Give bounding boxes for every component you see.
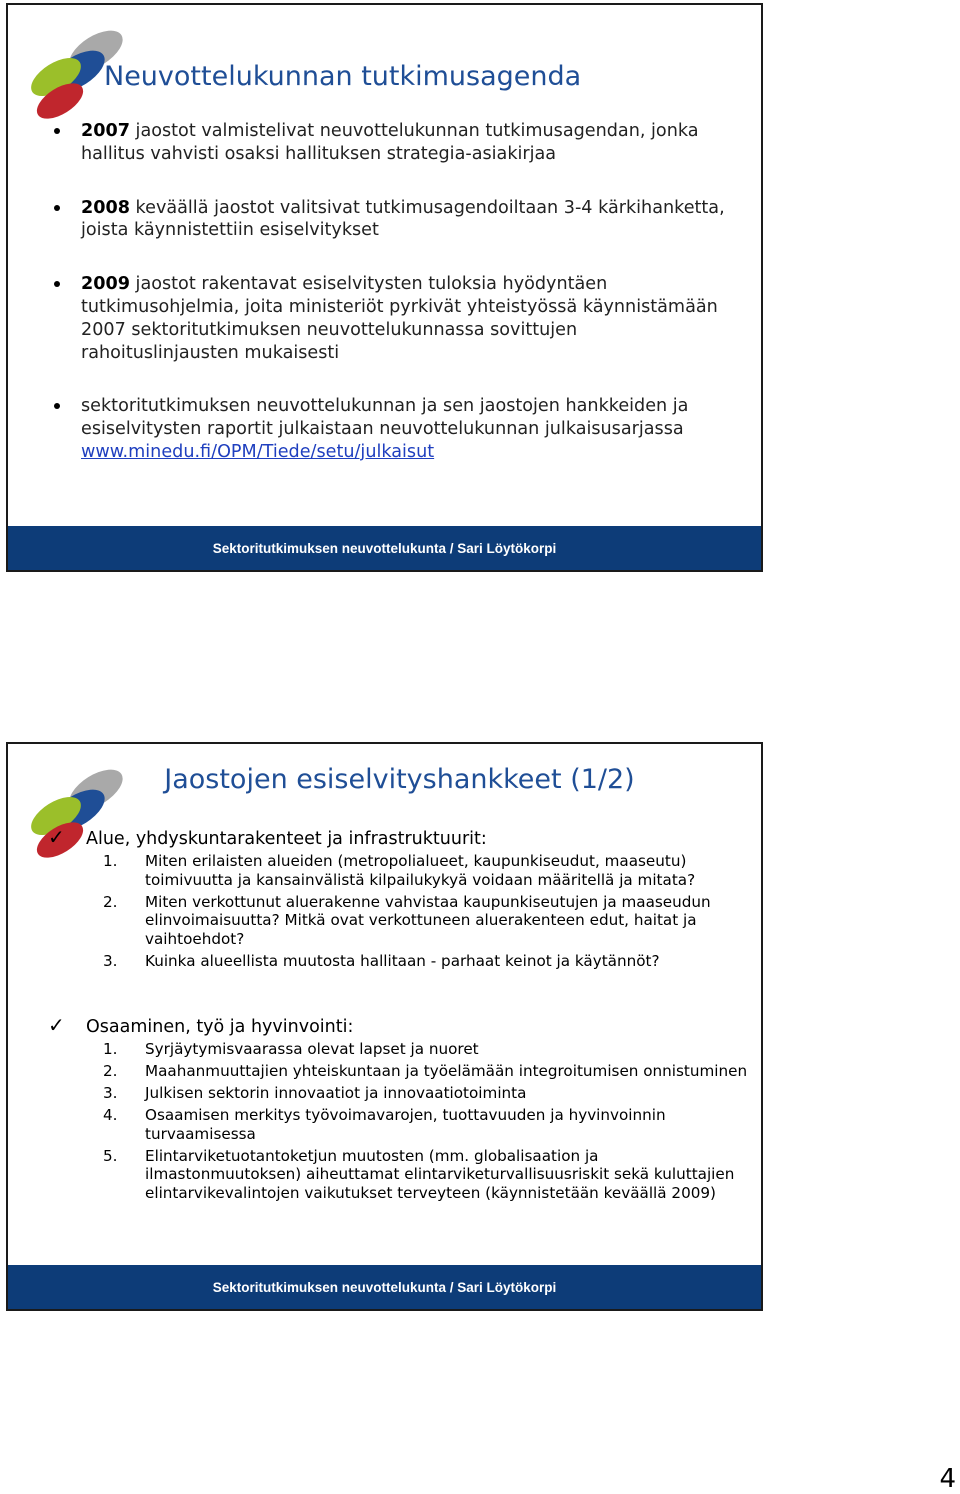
- bullet-year: 2007: [81, 121, 130, 141]
- item-text: Syrjäytymisvaarassa olevat lapset ja nuoret: [145, 1040, 479, 1058]
- slide-title: Jaostojen esiselvityshankkeet (1/2): [164, 764, 635, 795]
- bullet-text: jaostot valmistelivat neuvottelukunnan tutkimusagendan, jonka hallitus vahvisti osaksi hallituksen strategia-asiakirjaa: [81, 121, 699, 164]
- bullet-text: keväällä jaostot valitsivat tutkimusagendoiltaan 3-4 kärkihanketta, joista käynnistettiin esiselvitykset: [81, 197, 725, 241]
- item-number: 2.: [103, 892, 118, 911]
- section-heading: [48, 1013, 748, 1038]
- slide-footer: Sektoritutkimuksen neuvottelukunta / Sari Löytökorpi: [8, 1265, 761, 1309]
- list-item: [48, 1147, 748, 1203]
- item-text: Osaamisen merkitys työvoimavarojen, tuottavuuden ja hyvinvoinnin turvaamisessa: [145, 1106, 666, 1143]
- slide-research-agenda: [6, 3, 763, 572]
- section-heading-text: Alue, yhdyskuntarakenteet ja infrastruktuurit:: [86, 829, 487, 849]
- checkmark-icon: ✓: [48, 1013, 65, 1037]
- item-number: 1.: [103, 1040, 118, 1058]
- item-text: Miten verkottunut aluerakenne vahvistaa kaupunkiseutujen ja maaseudun elinvoimaisuutta? Mitkä ovat verkottuneen aluerakenteen edut, haitat ja vaihtoehdot?: [145, 892, 711, 948]
- item-text: Kuinka alueellista muutosta hallitaan - parhaat keinot ja käytännöt?: [145, 951, 660, 970]
- item-text: Julkisen sektorin innovaatiot ja innovaatiotoiminta: [145, 1084, 527, 1102]
- item-number: 1.: [103, 852, 118, 870]
- list-item: [48, 952, 748, 971]
- bullet-2009: [54, 273, 734, 364]
- list-item: [48, 1106, 748, 1143]
- section-competence: [48, 1013, 748, 1206]
- bullet-year: 2009: [81, 274, 130, 295]
- list-item: [48, 852, 748, 889]
- item-text: Maahanmuuttajien yhteiskuntaan ja työelämään integroitumisen onnistuminen: [145, 1062, 748, 1080]
- list-item: [48, 1040, 748, 1059]
- checkmark-icon: ✓: [48, 825, 65, 849]
- agenda-bullet-list: [54, 120, 734, 464]
- section-heading-text: Osaaminen, työ ja hyvinvointi:: [86, 1017, 354, 1037]
- list-item: [48, 1062, 748, 1081]
- bullet-text: sektoritutkimuksen neuvottelukunnan ja sen jaostojen hankkeiden ja esiselvitysten raportit julkaistaan neuvottelukunnan julkaisusarjassa: [81, 396, 689, 440]
- section-heading: [48, 825, 748, 850]
- bullet-dot-icon: [54, 403, 60, 409]
- numbered-list: [48, 852, 748, 970]
- slide-title: Neuvottelukunnan tutkimusagenda: [104, 61, 582, 92]
- numbered-list: [48, 1040, 748, 1202]
- bullet-dot-icon: [54, 128, 60, 134]
- bullet-dot-icon: [54, 205, 60, 211]
- item-number: 3.: [103, 1084, 118, 1102]
- list-item: [48, 1084, 748, 1103]
- item-number: 3.: [103, 951, 118, 970]
- bullet-year: 2008: [81, 197, 130, 218]
- publications-link[interactable]: www.minedu.fi/OPM/Tiede/setu/julkaisut: [81, 441, 435, 462]
- item-number: 5.: [103, 1146, 118, 1165]
- page-number: 4: [939, 1464, 956, 1494]
- bullet-dot-icon: [54, 281, 60, 287]
- bullet-publications: [54, 395, 734, 463]
- bullet-2007: [54, 120, 734, 166]
- slide-preliminary-studies: [6, 742, 763, 1311]
- slide-footer: Sektoritutkimuksen neuvottelukunta / Sari Löytökorpi: [8, 526, 761, 570]
- item-text: Elintarviketuotantoketjun muutosten (mm. globalisaation ja ilmastonmuutoksen) aiheuttamat elintarviketurvallisuusriskit sekä kuluttajien elintarvikevalintojen vaikutukset terveyteen (käynnistetään keväällä 2009): [145, 1146, 735, 1202]
- bullet-text: jaostot rakentavat esiselvitysten tuloksia hyödyntäen tutkimusohjelmia, joita ministeriöt pyrkivät yhteistyössä käynnistämään 2007 sektoritutkimuksen neuvottelukunnassa sovittujen rahoituslinjausten mukaisesti: [81, 274, 718, 363]
- section-region: [48, 825, 748, 974]
- item-number: 4.: [103, 1106, 118, 1124]
- item-number: 2.: [103, 1062, 118, 1080]
- list-item: [48, 893, 748, 949]
- item-text: Miten erilaisten alueiden (metropolialueet, kaupunkiseudut, maaseutu) toimivuutta ja kansainvälistä kilpailukykyä voidaan määritellä ja mitata?: [145, 852, 696, 889]
- bullet-2008: [54, 197, 734, 243]
